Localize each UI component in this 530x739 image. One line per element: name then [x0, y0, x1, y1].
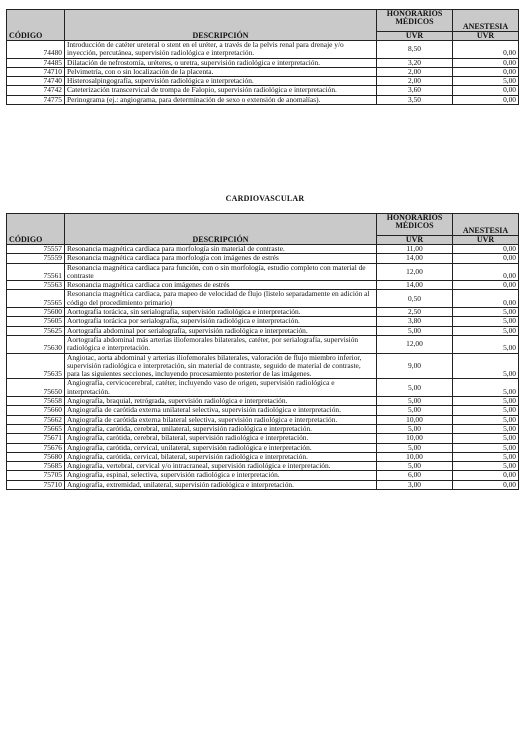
anesthesia-uvr: 5,00 — [453, 317, 519, 326]
fees-uvr: 10,00 — [377, 452, 453, 461]
table-row — [7, 41, 519, 59]
fees-uvr: 5,00 — [377, 326, 453, 335]
table-body — [7, 41, 519, 105]
fees-uvr: 2,50 — [377, 308, 453, 317]
anesthesia-uvr: 5,00 — [453, 434, 519, 443]
procedure-description: Angiografía, cervicocerebral, catéter, incluyendo vaso de origen, supervisión radiológica e interpretación. — [65, 379, 377, 397]
fees-uvr: 12,00 — [377, 335, 453, 353]
column-header-fees: HONORARIOS MÉDICOS — [377, 214, 453, 236]
table-cardiovascular — [6, 213, 519, 490]
anesthesia-uvr: 5,00 — [453, 415, 519, 424]
anesthesia-uvr: 5,00 — [453, 77, 519, 86]
table-row — [7, 95, 519, 104]
column-header-fees-unit: UVR — [377, 32, 453, 41]
anesthesia-uvr: 5,00 — [453, 462, 519, 471]
procedure-code: 75660 — [7, 406, 65, 415]
anesthesia-uvr: 0,00 — [453, 290, 519, 308]
procedure-code: 75557 — [7, 245, 65, 254]
fees-uvr: 10,00 — [377, 434, 453, 443]
table-body — [7, 245, 519, 490]
procedure-description: Resonancia magnética cardiaca para morfología con imágenes de estrés — [65, 254, 377, 263]
fees-uvr: 5,00 — [377, 397, 453, 406]
column-header-anesthesia-unit: UVR — [453, 32, 519, 41]
procedure-code: 75565 — [7, 290, 65, 308]
column-header-anesthesia: ANESTESIA — [453, 10, 519, 32]
fees-uvr: 14,00 — [377, 254, 453, 263]
anesthesia-uvr: 5,00 — [453, 379, 519, 397]
table-row — [7, 406, 519, 415]
procedure-description: Angiografía de carótida externa unilateral selectiva, supervisión radiológica e interpretación. — [65, 406, 377, 415]
fees-uvr: 12,00 — [377, 263, 453, 281]
procedure-code: 75559 — [7, 254, 65, 263]
fees-uvr: 2,00 — [377, 67, 453, 76]
table-row — [7, 335, 519, 353]
column-header-code: CÓDIGO — [7, 214, 65, 245]
anesthesia-uvr: 0,00 — [453, 245, 519, 254]
procedure-code: 75561 — [7, 263, 65, 281]
anesthesia-uvr: 5,00 — [453, 353, 519, 379]
table-row — [7, 86, 519, 95]
anesthesia-uvr: 5,00 — [453, 397, 519, 406]
fees-uvr: 10,00 — [377, 415, 453, 424]
table-row — [7, 290, 519, 308]
anesthesia-uvr: 5,00 — [453, 452, 519, 461]
table-row — [7, 263, 519, 281]
fees-uvr: 5,00 — [377, 424, 453, 433]
table-row — [7, 379, 519, 397]
fees-uvr: 9,00 — [377, 353, 453, 379]
procedure-description: Aortografía abdominal por serialografía, supervisión radiológica e interpretación. — [65, 326, 377, 335]
procedure-description: Pelvimetría, con o sin localización de la placenta. — [65, 67, 377, 76]
anesthesia-uvr: 5,00 — [453, 406, 519, 415]
table-row — [7, 434, 519, 443]
table-row — [7, 443, 519, 452]
fees-uvr: 6,00 — [377, 471, 453, 480]
anesthesia-uvr: 5,00 — [453, 308, 519, 317]
procedure-description: Angiografía, carótida, cerebral, unilateral, supervisión radiológica e interpretación. — [65, 424, 377, 433]
table-row — [7, 471, 519, 480]
procedure-description: Perinograma (ej.: angiograma, para determinación de sexo o extensión de anomalías). — [65, 95, 377, 104]
fees-uvr: 3,60 — [377, 86, 453, 95]
procedure-description: Histerosalpingografía, supervisión radiológica e interpretación. — [65, 77, 377, 86]
procedure-code: 75625 — [7, 326, 65, 335]
procedure-code: 75630 — [7, 335, 65, 353]
anesthesia-uvr: 0,00 — [453, 471, 519, 480]
procedure-description: Angiografía, carótida, cerebral, bilateral, supervisión radiológica e interpretación. — [65, 434, 377, 443]
anesthesia-uvr: 0,00 — [453, 254, 519, 263]
procedure-description: Angiografía, vertebral, cervical y/o intracraneal, supervisión radiológica e interpretación. — [65, 462, 377, 471]
section-title: CARDIOVASCULAR — [225, 194, 305, 203]
procedure-code: 75600 — [7, 308, 65, 317]
table-row — [7, 353, 519, 379]
fees-uvr: 0,50 — [377, 290, 453, 308]
procedure-description: Angiografía, carótida, cervical, unilateral, supervisión radiológica e interpretación. — [65, 443, 377, 452]
fees-uvr: 11,00 — [377, 245, 453, 254]
procedure-code: 74485 — [7, 58, 65, 67]
table-row — [7, 317, 519, 326]
procedure-description: Resonancia magnética cardiaca para función, con o sin morfología, estudio completo con material de contraste — [65, 263, 377, 281]
procedure-code: 75676 — [7, 443, 65, 452]
anesthesia-uvr: 0,00 — [453, 67, 519, 76]
anesthesia-uvr: 0,00 — [453, 58, 519, 67]
procedure-description: Resonancia magnética cardiaca, para mapeo de velocidad de flujo (listelo separadamente en adición al código del procedimiento primario) — [65, 290, 377, 308]
procedure-description: Aortografía torácica, sin serialografía, supervisión radiológica e interpretación. — [65, 308, 377, 317]
procedure-code: 74710 — [7, 67, 65, 76]
fees-uvr: 3,80 — [377, 317, 453, 326]
anesthesia-uvr: 5,00 — [453, 424, 519, 433]
fees-uvr: 2,00 — [377, 77, 453, 86]
procedure-code: 75680 — [7, 452, 65, 461]
column-header-description: DESCRIPCIÓN — [65, 214, 377, 245]
procedure-description: Angiotac, aorta abdominal y arterias iliofemorales bilaterales, valoración de flujo miembro inferior, supervisión radiológica e interpretación, sin material de contraste, seguido de material de contraste, para las siguientes secciones, incluyendo procesamiento posterior de las imágenes. — [65, 353, 377, 379]
procedure-code: 74740 — [7, 77, 65, 86]
table-row — [7, 254, 519, 263]
table-row — [7, 58, 519, 67]
procedure-description: Resonancia magnética cardiaca para morfología sin material de contraste. — [65, 245, 377, 254]
procedure-description: Cateterización transcervical de trompa de Falopio, supervisión radiológica e interpretación. — [65, 86, 377, 95]
procedure-code: 75705 — [7, 471, 65, 480]
procedure-description: Angiografía de carótida externa bilateral selectiva, supervisión radiológica e interpretación. — [65, 415, 377, 424]
procedure-code: 75658 — [7, 397, 65, 406]
procedure-code: 75662 — [7, 415, 65, 424]
procedure-description: Dilatación de nefrostomía, uréteres, o uretra, supervisión radiológica e interpretación. — [65, 58, 377, 67]
table-row — [7, 480, 519, 489]
fees-uvr: 14,00 — [377, 281, 453, 290]
fees-uvr: 5,00 — [377, 443, 453, 452]
procedure-description: Angiografía, carótida, cervical, bilateral, supervisión radiológica e interpretación. — [65, 452, 377, 461]
procedure-description: Angiografía, braquial, retrógrada, supervisión radiológica e interpretación. — [65, 397, 377, 406]
anesthesia-uvr: 0,00 — [453, 480, 519, 489]
procedure-code: 74480 — [7, 41, 65, 59]
fees-uvr: 5,00 — [377, 462, 453, 471]
anesthesia-uvr: 0,00 — [453, 95, 519, 104]
procedure-code: 75671 — [7, 434, 65, 443]
anesthesia-uvr: 5,00 — [453, 443, 519, 452]
procedure-description: Aortografía abdominal más arterias iliofemorales bilaterales, catéter, por serialografía, supervisión radiológica e interpretación. — [65, 335, 377, 353]
procedure-code: 75685 — [7, 462, 65, 471]
fees-uvr: 5,00 — [377, 379, 453, 397]
procedure-code: 75563 — [7, 281, 65, 290]
anesthesia-uvr: 0,00 — [453, 41, 519, 59]
procedure-code: 75665 — [7, 424, 65, 433]
fees-uvr: 3,00 — [377, 480, 453, 489]
procedure-code: 74742 — [7, 86, 65, 95]
procedure-description: Resonancia magnética cardiaca con imágenes de estrés — [65, 281, 377, 290]
column-header-anesthesia-unit: UVR — [453, 236, 519, 245]
anesthesia-uvr: 0,00 — [453, 86, 519, 95]
procedure-code: 75650 — [7, 379, 65, 397]
fees-uvr: 3,50 — [377, 95, 453, 104]
fees-uvr: 8,50 — [377, 41, 453, 59]
anesthesia-uvr: 0,00 — [453, 263, 519, 281]
column-header-anesthesia: ANESTESIA — [453, 214, 519, 236]
column-header-fees: HONORARIOS MÉDICOS — [377, 10, 453, 32]
procedure-code: 75605 — [7, 317, 65, 326]
procedure-description: Aortografía torácica por serialografía, supervisión radiológica e interpretación. — [65, 317, 377, 326]
procedure-description: Introducción de catéter ureteral o stent en el uréter, a través de la pelvis renal para drenaje y/o inyección, percutánea, supervisión radiológica e interpretación. — [65, 41, 377, 59]
anesthesia-uvr: 5,00 — [453, 335, 519, 353]
procedure-code: 74775 — [7, 95, 65, 104]
anesthesia-uvr: 5,00 — [453, 326, 519, 335]
column-header-description: DESCRIPCIÓN — [65, 10, 377, 41]
procedure-code: 75710 — [7, 480, 65, 489]
procedure-description: Angiografía, espinal, selectiva, supervisión radiológica e interpretación. — [65, 471, 377, 480]
table-genitourinary — [6, 9, 519, 105]
column-header-code: CÓDIGO — [7, 10, 65, 41]
fees-uvr: 3,20 — [377, 58, 453, 67]
procedure-code: 75635 — [7, 353, 65, 379]
procedure-description: Angiografía, extremidad, unilateral, supervisión radiológica e interpretación. — [65, 480, 377, 489]
column-header-fees-unit: UVR — [377, 236, 453, 245]
anesthesia-uvr: 0,00 — [453, 281, 519, 290]
fees-uvr: 5,00 — [377, 406, 453, 415]
